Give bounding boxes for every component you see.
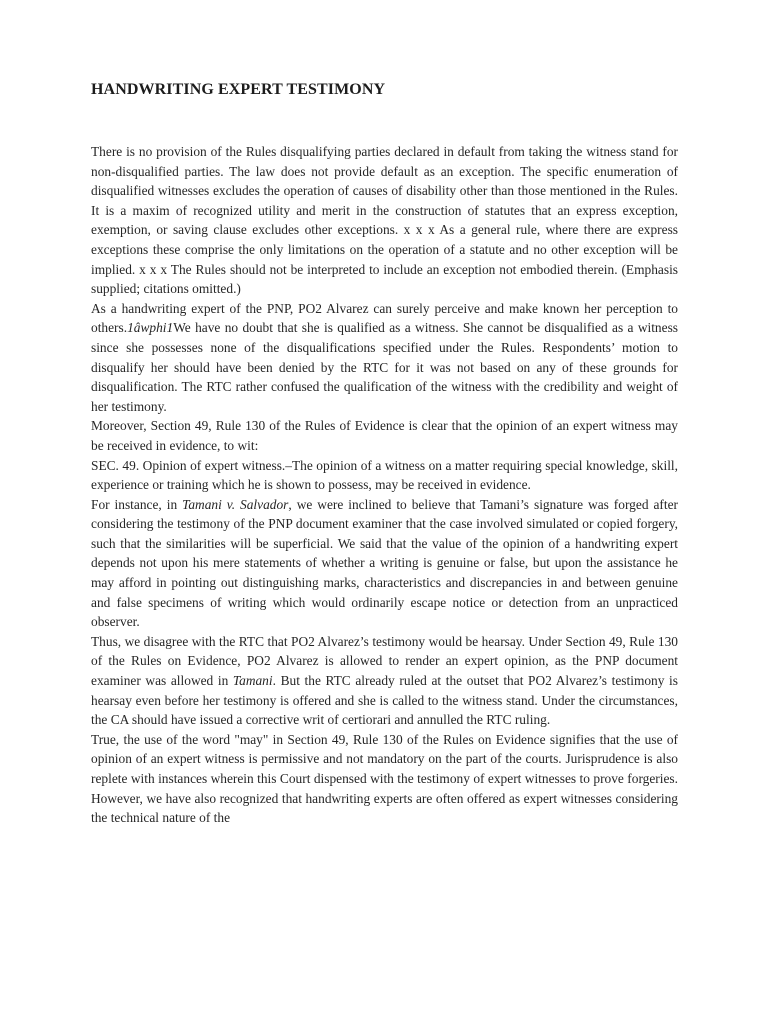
paragraph-text: As a handwriting expert of the PNP, PO2 Alvarez can surely perceive and make known her perception to others.: [91, 300, 678, 336]
italic-text: Tamani v. Salvador: [182, 496, 289, 512]
paragraph-text: There is no provision of the Rules disqualifying parties declared in default from taking the witness stand for non-disqualified parties. The law does not provide default as an exception. The specific enumeration of disqualified witnesses excludes the operation of causes of disability other than those mentioned in the Rules. It is a maxim of recognized utility and merit in the construction of statutes that an express exception, exemption, or saving clause excludes other exceptions. x x x As a general rule, where there are express exceptions these comprise the only limitations on the operation of a statute and no other exception will be implied. x x x The Rules should not be interpreted to include an exception not embodied therein. (Emphasis supplied; citations omitted.): [91, 144, 678, 297]
paragraph: [91, 632, 678, 730]
paragraph-text: . But the RTC already ruled at the outset that PO2 Alvarez’s testimony is hearsay even before her testimony is offered and she is called to the witness stand. Under the circumstances, the CA should have issued a corrective writ of certiorari and annulled the RTC ruling.: [91, 673, 678, 728]
paragraph: [91, 142, 678, 299]
paragraph: [91, 456, 678, 495]
paragraph-text: SEC. 49. Opinion of expert witness.–The opinion of a witness on a matter requiring special knowledge, skill, experience or training which he is shown to possess, may be received in evidence.: [91, 457, 678, 493]
paragraph: [91, 495, 678, 632]
paragraph-text: For instance, in: [91, 496, 183, 512]
paragraph-text: We have no doubt that she is qualified as a witness. She cannot be disqualified as a witness since she possesses none of the disqualifications specified under the Rules. Respondents’ motion to disqualify her should have been denied by the RTC for it was not based on any of these grounds for disqualification. The RTC rather confused the qualification of the witness with the credibility and weight of her testimony.: [91, 320, 678, 414]
paragraph-text: Moreover, Section 49, Rule 130 of the Rules of Evidence is clear that the opinion of an expert witness may be received in evidence, to wit:: [91, 418, 678, 453]
paragraph-text: Thus, we disagree with the RTC that PO2 Alvarez’s testimony would be hearsay. Under Section 49, Rule 130 of the Rules on Evidence, PO2 Alvarez is allowed to render an expert opinion, as the PNP document examiner was allowed in: [91, 633, 678, 689]
paragraph: [91, 416, 678, 455]
paragraph: [91, 299, 678, 417]
document-title: HANDWRITING EXPERT TESTIMONY: [91, 81, 386, 98]
italic-text: 1âwphi1: [127, 320, 174, 336]
paragraph: [91, 730, 678, 828]
paragraph-text: True, the use of the word "may" in Section 49, Rule 130 of the Rules on Evidence signifies that the use of opinion of an expert witness is permissive and not mandatory on the part of the courts. Jurisprudence is also replete with instances wherein this Court dispensed with the testimony of expert witnesses to prove forgeries. However, we have also recognized that handwriting experts are often offered as expert witnesses considering the technical nature of the: [91, 731, 678, 826]
paragraph-text: , we were inclined to believe that Tamani’s signature was forged after considering the testimony of the PNP document examiner that the case involved simulated or copied forgery, such that the similarities will be superficial. We said that the value of the opinion of a handwriting expert depends not upon his mere statements of whether a writing is genuine or false, but upon the assistance he may afford in pointing out distinguishing marks, characteristics and discrepancies in and between genuine and false specimens of writing which would ordinarily escape notice or detection from an unpracticed observer.: [91, 496, 678, 630]
document-body: [91, 142, 678, 828]
italic-text: Tamani: [232, 673, 273, 689]
